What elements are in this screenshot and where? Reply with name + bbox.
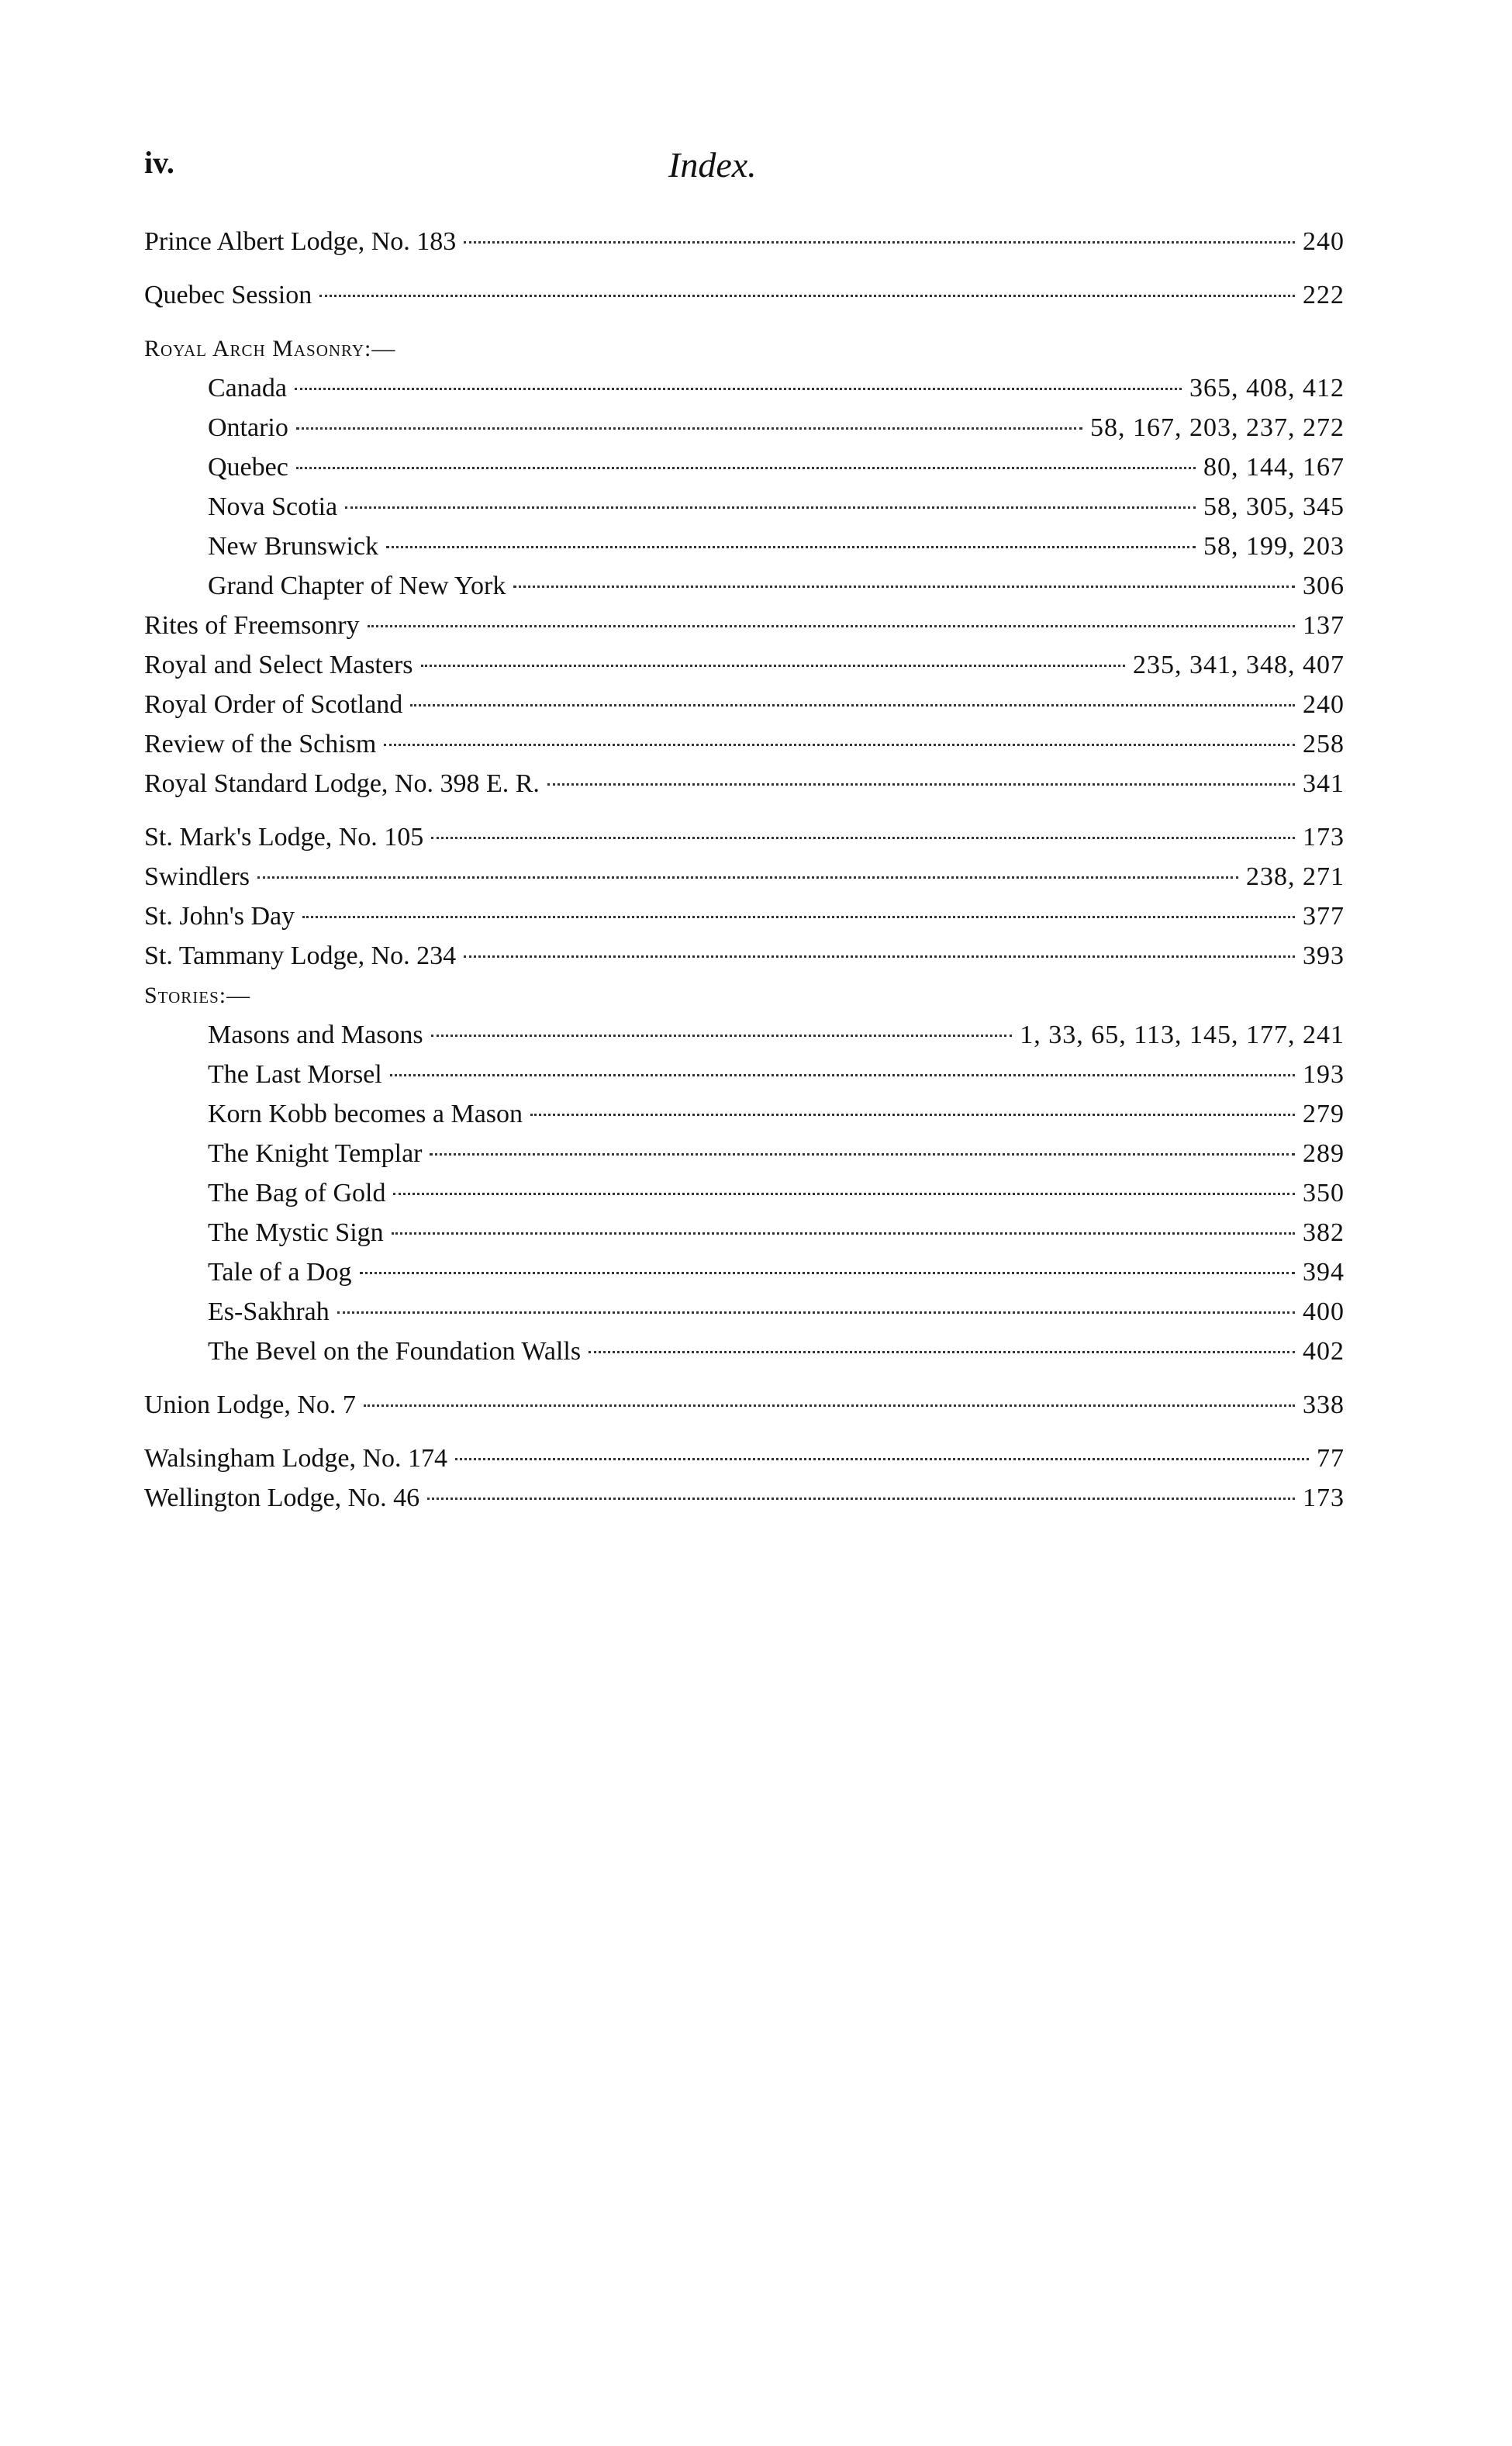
page-number: iv. bbox=[144, 145, 174, 180]
index-subentry-bevel-foundation-walls bbox=[144, 1332, 1345, 1371]
entry-label: Rites of Freemsonry bbox=[144, 611, 360, 640]
index-entry-royal-standard-lodge bbox=[144, 764, 1345, 803]
entry-pages: 338 bbox=[1303, 1391, 1345, 1419]
entry-label: Tale of a Dog bbox=[208, 1258, 352, 1287]
entry-label: The Bag of Gold bbox=[208, 1179, 386, 1207]
dot-leader bbox=[431, 1035, 1013, 1037]
index-entry-rites-of-freemasonry bbox=[144, 606, 1345, 645]
entry-label: Ontario bbox=[208, 413, 288, 442]
entry-pages: 77 bbox=[1317, 1444, 1345, 1473]
entry-pages: 173 bbox=[1303, 823, 1345, 852]
dot-leader bbox=[368, 625, 1295, 627]
dot-leader bbox=[257, 876, 1238, 879]
dot-leader bbox=[296, 467, 1196, 469]
index-entry-royal-order-of-scotland bbox=[144, 685, 1345, 724]
entry-pages: 400 bbox=[1303, 1297, 1345, 1326]
dot-leader bbox=[410, 704, 1295, 707]
entry-label: Union Lodge, No. 7 bbox=[144, 1391, 356, 1419]
entry-label: Quebec Session bbox=[144, 281, 312, 309]
entry-pages: 240 bbox=[1303, 690, 1345, 719]
index-subentry-canada bbox=[144, 368, 1345, 408]
dot-leader bbox=[364, 1404, 1295, 1407]
page-header bbox=[144, 144, 1372, 199]
entry-label: The Knight Templar bbox=[208, 1139, 423, 1168]
entry-label: Swindlers bbox=[144, 862, 250, 891]
dot-leader bbox=[390, 1074, 1295, 1076]
entry-label: Wellington Lodge, No. 46 bbox=[144, 1484, 420, 1512]
entry-pages: 222 bbox=[1303, 281, 1345, 309]
entry-pages: 402 bbox=[1303, 1337, 1345, 1366]
entry-pages: 365, 408, 412 bbox=[1189, 374, 1345, 402]
index-subentry-bag-of-gold bbox=[144, 1173, 1345, 1213]
entry-label: Review of the Schism bbox=[144, 730, 377, 758]
entry-pages: 289 bbox=[1303, 1139, 1345, 1168]
entry-label: The Mystic Sign bbox=[208, 1218, 384, 1247]
entry-pages: 377 bbox=[1303, 902, 1345, 931]
entry-pages: 240 bbox=[1303, 227, 1345, 256]
dot-leader bbox=[360, 1272, 1296, 1274]
index-subentry-nova-scotia bbox=[144, 487, 1345, 527]
index-entry-union-lodge bbox=[144, 1385, 1345, 1425]
entry-label: St. Tammany Lodge, No. 234 bbox=[144, 941, 457, 970]
entry-label: Masons and Masons bbox=[208, 1021, 423, 1049]
dot-leader bbox=[345, 506, 1196, 509]
index-subentry-quebec bbox=[144, 447, 1345, 487]
index-entry-review-of-the-schism bbox=[144, 724, 1345, 764]
index-entry-wellington-lodge bbox=[144, 1478, 1345, 1518]
entry-pages: 1, 33, 65, 113, 145, 177, 241 bbox=[1020, 1021, 1345, 1049]
section-heading-stories: Stories:— bbox=[144, 983, 251, 1008]
index-entry-royal-and-select-masters bbox=[144, 645, 1345, 685]
index-entry-st-johns-day bbox=[144, 897, 1345, 936]
dot-leader bbox=[392, 1232, 1295, 1235]
dot-leader bbox=[455, 1458, 1309, 1460]
dot-leader bbox=[427, 1498, 1295, 1500]
dot-leader bbox=[464, 241, 1295, 244]
entry-label: St. John's Day bbox=[144, 902, 295, 931]
entry-pages: 279 bbox=[1303, 1100, 1345, 1128]
index-entry-prince-albert-lodge bbox=[144, 222, 1345, 261]
entry-pages: 393 bbox=[1303, 941, 1345, 970]
entry-pages: 58, 305, 345 bbox=[1203, 492, 1345, 521]
entry-label: Grand Chapter of New York bbox=[208, 572, 506, 600]
dot-leader bbox=[421, 665, 1125, 667]
entry-pages: 137 bbox=[1303, 611, 1345, 640]
entry-label: Nova Scotia bbox=[208, 492, 338, 521]
dot-leader bbox=[464, 955, 1295, 958]
dot-leader bbox=[513, 586, 1295, 588]
dot-leader bbox=[386, 546, 1196, 548]
dot-leader bbox=[589, 1351, 1295, 1353]
entry-pages: 193 bbox=[1303, 1060, 1345, 1089]
index-subentry-new-brunswick bbox=[144, 527, 1345, 566]
entry-pages: 350 bbox=[1303, 1179, 1345, 1207]
dot-leader bbox=[431, 837, 1295, 839]
index-subentry-es-sakhrah bbox=[144, 1292, 1345, 1332]
section-heading-royal-arch-masonry: Royal Arch Masonry:— bbox=[144, 336, 396, 361]
index-entry-quebec-session bbox=[144, 275, 1345, 315]
entry-pages: 306 bbox=[1303, 572, 1345, 600]
dot-leader bbox=[547, 783, 1295, 786]
dot-leader bbox=[296, 427, 1082, 430]
entry-pages: 238, 271 bbox=[1246, 862, 1345, 891]
entry-label: Es-Sakhrah bbox=[208, 1297, 330, 1326]
entry-pages: 382 bbox=[1303, 1218, 1345, 1247]
entry-label: New Brunswick bbox=[208, 532, 379, 561]
entry-pages: 258 bbox=[1303, 730, 1345, 758]
entry-pages: 173 bbox=[1303, 1484, 1345, 1512]
dot-leader bbox=[319, 295, 1295, 297]
entry-label: Royal and Select Masters bbox=[144, 651, 413, 679]
dot-leader bbox=[530, 1114, 1295, 1116]
index-subentry-grand-chapter-new-york bbox=[144, 566, 1345, 606]
entry-label: Korn Kobb becomes a Mason bbox=[208, 1100, 523, 1128]
entry-label: St. Mark's Lodge, No. 105 bbox=[144, 823, 424, 852]
dot-leader bbox=[302, 916, 1295, 918]
dot-leader bbox=[384, 744, 1295, 746]
entry-pages: 80, 144, 167 bbox=[1203, 453, 1345, 482]
entry-pages: 394 bbox=[1303, 1258, 1345, 1287]
entry-pages: 58, 167, 203, 237, 272 bbox=[1090, 413, 1345, 442]
index-entry-walsingham-lodge bbox=[144, 1439, 1345, 1478]
entry-pages: 341 bbox=[1303, 769, 1345, 798]
entry-label: Walsingham Lodge, No. 174 bbox=[144, 1444, 448, 1473]
entry-pages: 58, 199, 203 bbox=[1203, 532, 1345, 561]
index-subentry-mystic-sign bbox=[144, 1213, 1345, 1252]
entry-label: Royal Standard Lodge, No. 398 E. R. bbox=[144, 769, 540, 798]
index-list bbox=[144, 222, 1345, 1518]
entry-label: Royal Order of Scotland bbox=[144, 690, 403, 719]
dot-leader bbox=[295, 388, 1182, 390]
index-subentry-the-last-morsel bbox=[144, 1055, 1345, 1094]
dot-leader bbox=[393, 1193, 1295, 1195]
entry-label: Canada bbox=[208, 374, 287, 402]
index-entry-swindlers bbox=[144, 857, 1345, 897]
index-subentry-knight-templar bbox=[144, 1134, 1345, 1173]
index-subentry-tale-of-a-dog bbox=[144, 1252, 1345, 1292]
entry-label: The Bevel on the Foundation Walls bbox=[208, 1337, 582, 1366]
entry-pages: 235, 341, 348, 407 bbox=[1133, 651, 1345, 679]
entry-label: The Last Morsel bbox=[208, 1060, 382, 1089]
entry-label: Prince Albert Lodge, No. 183 bbox=[144, 227, 457, 256]
index-entry-st-marks-lodge bbox=[144, 817, 1345, 857]
index-subentry-korn-kobb bbox=[144, 1094, 1345, 1134]
index-subentry-masons-and-masons bbox=[144, 1015, 1345, 1055]
dot-leader bbox=[337, 1311, 1295, 1314]
dot-leader bbox=[430, 1153, 1295, 1156]
entry-label: Quebec bbox=[208, 453, 288, 482]
index-subentry-ontario bbox=[144, 408, 1345, 447]
index-entry-st-tammany-lodge bbox=[144, 936, 1345, 976]
running-title: Index. bbox=[668, 145, 757, 185]
